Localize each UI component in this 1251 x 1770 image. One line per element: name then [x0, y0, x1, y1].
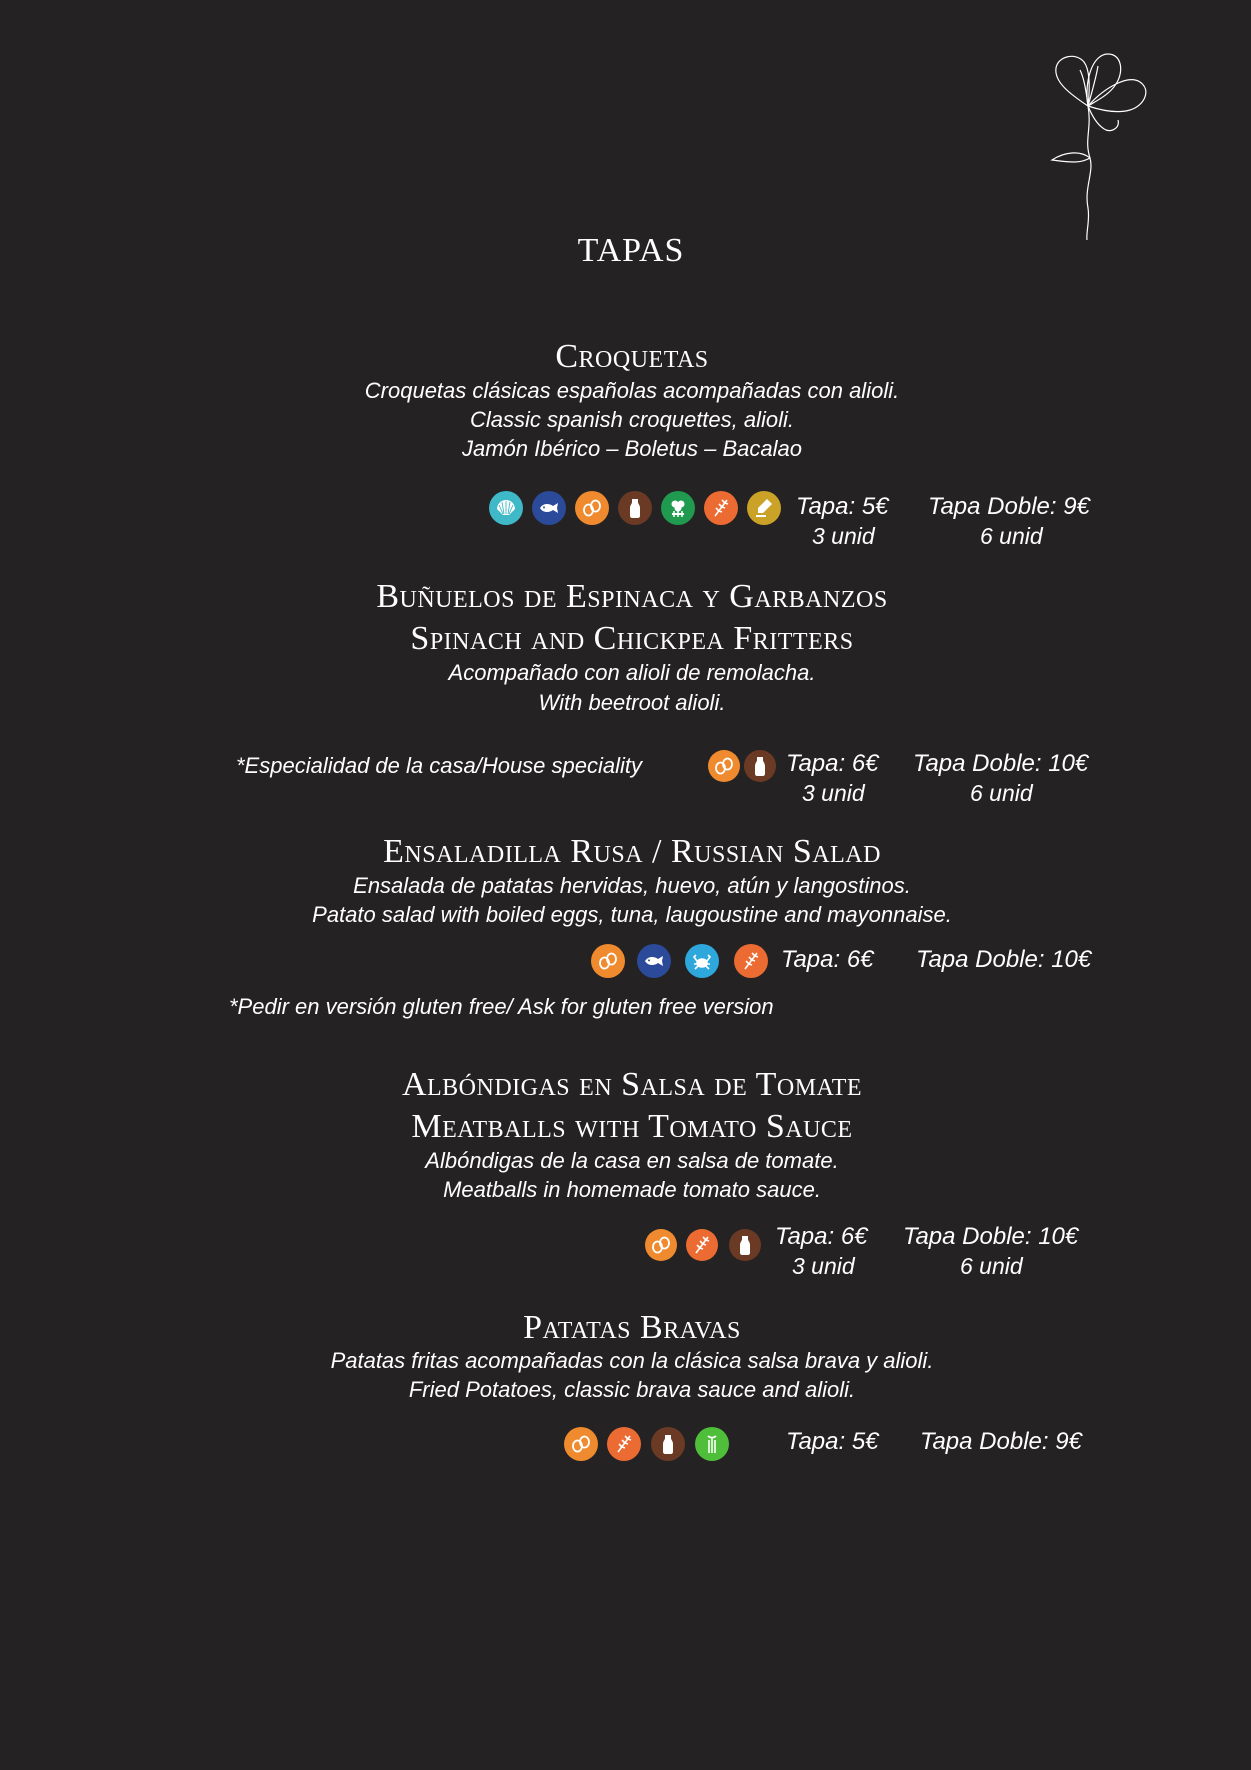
- tapa-doble-price: Tapa Doble: 9€: [920, 1428, 1082, 1455]
- dish-desc-es: Patatas fritas acompañadas con la clásica salsa brava y alioli.: [330, 1348, 934, 1373]
- tapa-price: Tapa: 5€: [796, 493, 889, 520]
- fish-icon: [637, 944, 671, 978]
- dish-name-patatas-bravas: Patatas Bravas: [523, 1309, 741, 1346]
- tapa-doble-price: Tapa Doble: 10€: [913, 750, 1089, 777]
- dish-desc-es: Croquetas clásicas españolas acompañadas con alioli.: [364, 378, 900, 403]
- celery-icon: [661, 491, 695, 525]
- gluten-icon: [607, 1427, 641, 1461]
- milk-icon: [618, 491, 652, 525]
- crustaceans-icon: [685, 944, 719, 978]
- tapa-doble-units: 6 unid: [970, 780, 1033, 806]
- dish-name-albondigas: Albóndigas en Salsa de Tomate: [401, 1066, 863, 1103]
- tapa-price: Tapa: 6€: [775, 1223, 868, 1250]
- dish-flavors: Jamón Ibérico – Boletus – Bacalao: [462, 436, 802, 461]
- dish-desc-es: Ensalada de patatas hervidas, huevo, atún y langostinos.: [353, 873, 911, 898]
- house-speciality-note: *Especialidad de la casa/House speciality: [236, 753, 643, 778]
- tapa-price: Tapa: 5€: [786, 1428, 879, 1455]
- eggs-icon: [708, 750, 740, 782]
- fish-icon: [532, 491, 566, 525]
- tapa-price: Tapa: 6€: [786, 750, 879, 777]
- dish-desc-en: Patato salad with boiled eggs, tuna, laugoustine and mayonnaise.: [312, 902, 952, 927]
- tapa-units: 3 unid: [792, 1253, 855, 1279]
- tapa-doble-units: 6 unid: [960, 1253, 1023, 1279]
- dish-name-croquetas: Croquetas: [555, 338, 709, 375]
- page-title: TAPAS: [577, 232, 685, 269]
- tapa-doble-price: Tapa Doble: 10€: [916, 946, 1092, 973]
- dish-desc-en: With beetroot alioli.: [538, 690, 726, 715]
- mustard-icon: [747, 491, 781, 525]
- tapa-units: 3 unid: [812, 523, 875, 549]
- dish-desc-en: Meatballs in homemade tomato sauce.: [443, 1177, 821, 1202]
- tapa-doble-price: Tapa Doble: 10€: [903, 1223, 1079, 1250]
- dish-name-fritters: Spinach and Chickpea Fritters: [410, 620, 854, 657]
- dish-name-meatballs: Meatballs with Tomato Sauce: [411, 1108, 853, 1145]
- eggs-icon: [564, 1427, 598, 1461]
- dish-desc-en: Classic spanish croquettes, alioli.: [469, 407, 795, 432]
- tapa-doble-price: Tapa Doble: 9€: [928, 493, 1090, 520]
- tapa-doble-units: 6 unid: [980, 523, 1043, 549]
- eggs-icon: [645, 1229, 677, 1261]
- dish-desc-es: Acompañado con alioli de remolacha.: [448, 660, 816, 685]
- gluten-icon: [734, 944, 768, 978]
- dish-name-ensaladilla: Ensaladilla Rusa / Russian Salad: [383, 833, 881, 870]
- gluten-icon: [686, 1229, 718, 1261]
- eggs-icon: [575, 491, 609, 525]
- dish-name-bunuelos: Buñuelos de Espinaca y Garbanzos: [376, 578, 888, 615]
- gluten-free-note: *Pedir en versión gluten free/ Ask for gluten free version: [229, 994, 774, 1019]
- milk-icon: [729, 1229, 761, 1261]
- celery-icon: [695, 1427, 729, 1461]
- gluten-icon: [704, 491, 738, 525]
- milk-icon: [744, 750, 776, 782]
- eggs-icon: [591, 944, 625, 978]
- dish-desc-es: Albóndigas de la casa en salsa de tomate.: [425, 1148, 839, 1173]
- milk-icon: [651, 1427, 685, 1461]
- dish-desc-en: Fried Potatoes, classic brava sauce and alioli.: [408, 1377, 856, 1402]
- flower-illustration-icon: [1040, 48, 1150, 244]
- molluscs-icon: [489, 491, 523, 525]
- tapa-units: 3 unid: [802, 780, 865, 806]
- tapa-price: Tapa: 6€: [781, 946, 874, 973]
